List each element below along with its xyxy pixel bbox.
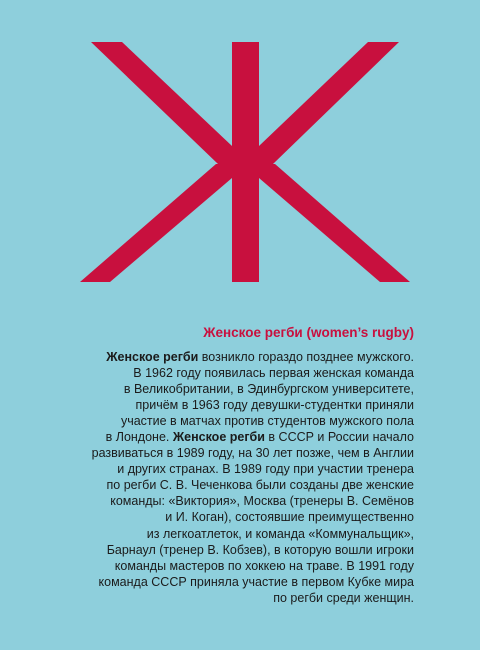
zhe-lower-left-arm (80, 164, 232, 282)
body-line: в Великобритании, в Эдинбургском университете, (123, 382, 414, 397)
zhe-upper-left-arm (91, 42, 232, 164)
body-line: и других странах. В 1989 году при участии тренера (117, 462, 414, 477)
body-line: из легкоатлеток, и команда «Коммунальщик», (146, 526, 414, 541)
section-heading: Женское регби (women’s rugby) (203, 325, 414, 340)
body-line: Женское регби возникло гораздо позднее мужского. (106, 350, 414, 364)
big-letter-zhe (80, 42, 410, 282)
body-line: В 1962 году появилась первая женская команда (133, 366, 414, 381)
zhe-center-stem (232, 42, 259, 282)
body-line: участие в матчах против студентов мужского пола (120, 414, 414, 429)
body-line: команды: «Виктория», Москва (тренеры В. Семёнов (110, 494, 414, 509)
body-line: по регби С. В. Чеченкова были созданы две женские (106, 478, 414, 493)
body-paragraph (92, 349, 414, 606)
letter-zhe-glyph (80, 42, 410, 282)
body-line: развиваться в 1989 году, на 30 лет позже, чем в Англии (91, 446, 414, 461)
body-line: команды мастеров по хоккею на траве. В 1991 году (114, 558, 414, 573)
body-line: команда СССР приняла участие в первом Кубке мира (98, 574, 414, 589)
zhe-lower-right-arm (259, 164, 410, 282)
body-line: по регби среди женщин. (273, 590, 414, 605)
body-line: и И. Коган), состоявшие преимущественно (165, 510, 414, 525)
letter-zhe-strokes (80, 42, 410, 282)
body-line: причём в 1963 году девушки-студентки приняли (135, 398, 414, 413)
zhe-upper-right-arm (259, 42, 399, 164)
body-line: Барнаул (тренер В. Кобзев), в которую вошли игроки (106, 542, 414, 557)
body-line: в Лондоне. Женское регби в СССР и России начало (105, 430, 414, 445)
